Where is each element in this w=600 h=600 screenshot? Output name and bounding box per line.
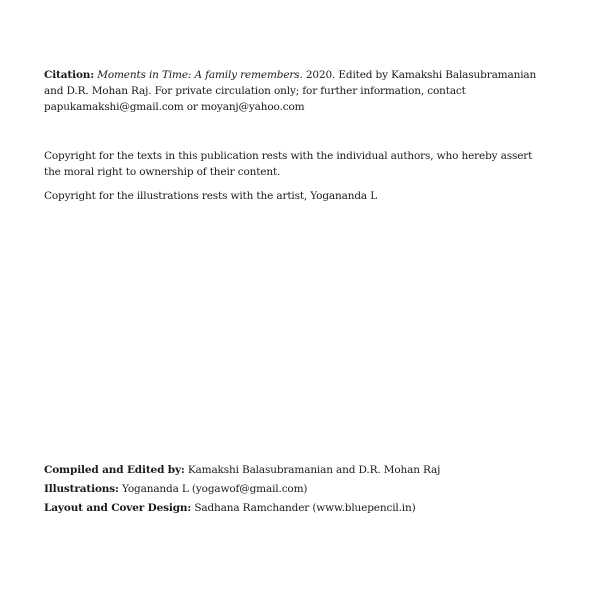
citation-title: Moments in Time: A family remembers.	[97, 69, 303, 81]
credits-section	[44, 462, 544, 519]
credit-value: Sadhana Ramchander (www.bluepencil.in)	[191, 502, 416, 514]
credit-label: Compiled and Edited by:	[44, 464, 185, 476]
credit-label: Illustrations:	[44, 483, 119, 495]
credit-illustrations	[44, 481, 544, 497]
credit-value: Kamakshi Balasubramanian and D.R. Mohan Raj	[184, 464, 441, 476]
credit-compiled	[44, 462, 544, 478]
credit-label: Layout and Cover Design:	[44, 502, 192, 514]
copyright-illustrations: Copyright for the illustrations rests with the artist, Yogananda L	[44, 190, 378, 202]
credit-value: Yogananda L (yogawof@gmail.com)	[118, 483, 308, 495]
citation-text: 2020. Edited by Kamakshi Balasubramanian and D.R. Mohan Raj. For private circulation only; for further information, contact papukamakshi@gmail.com or moyanj@yahoo.com	[44, 69, 537, 113]
citation-label: Citation:	[44, 69, 95, 81]
credit-layout	[44, 500, 544, 516]
citation-paragraph	[44, 67, 544, 115]
copyright-texts: Copyright for the texts in this publication rests with the individual authors, who hereby assert the moral right to ownership of their content.	[44, 150, 533, 178]
